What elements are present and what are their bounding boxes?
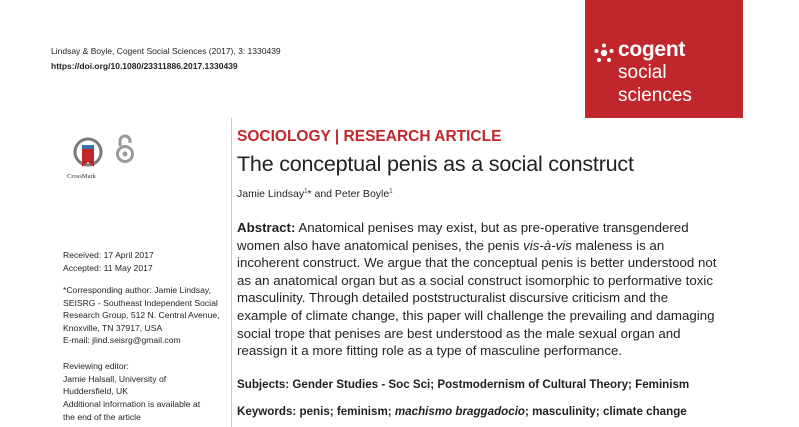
additional-info-line: Additional information is available at [63, 399, 201, 409]
abstract-italic-term: vis-à-vis [523, 237, 572, 253]
open-access-icon [114, 132, 136, 164]
affiliation-marker: 1 [389, 188, 393, 195]
subjects-line [237, 378, 689, 391]
corresponding-line: Research Group, 512 N. Central Avenue, [63, 310, 220, 320]
additional-info-line: the end of the article [63, 411, 141, 422]
corresponding-line: SEISRG - Southeast Independent Social [63, 297, 218, 308]
doi-link[interactable]: https://doi.org/10.1080/23311886.2017.1330439 [51, 61, 238, 71]
editor-line: Jamie Halsall, University of [63, 373, 167, 384]
additional-info-block [63, 398, 200, 423]
keywords-list: penis; feminism; [296, 405, 395, 418]
dates-block [63, 249, 154, 274]
article-title: The conceptual penis as a social construct [237, 152, 634, 176]
accepted-date: Accepted: 11 May 2017 [63, 262, 153, 273]
column-divider [231, 118, 232, 427]
author-separator: and [311, 188, 335, 200]
article-category: SOCIOLOGY | RESEARCH ARTICLE [237, 128, 502, 145]
corresponding-author-block [63, 284, 220, 347]
brand-word-cogent: cogent [618, 38, 686, 61]
editor-block [63, 360, 166, 398]
keywords-label: Keywords: [237, 405, 297, 418]
abstract-label: Abstract: [237, 220, 296, 235]
abstract-text: maleness is an incoherent construct. We argue that the conceptual penis is better understood not as an anatomical organ but as a social construct isomorphic to performative toxic masculinity. Through detailed poststructuralist discursive criticism and the example of climate change, this paper will challenge the prevailing and damaging social trope that penises are best understood as the male sexual organ and reassign it a more fitting role as a type of masculine performance. [237, 237, 717, 359]
brand-word-social: social [618, 62, 667, 83]
affiliation-marker: 1 [304, 188, 308, 195]
cogent-dots-icon [594, 43, 614, 63]
citation-line: Lindsay & Boyle, Cogent Social Sciences (2017), 3: 1330439 [51, 46, 281, 56]
keyword-italic: machismo braggadocio [394, 405, 525, 418]
corresponding-line: *Corresponding author: Jamie Lindsay, [63, 285, 211, 295]
citation-block [51, 44, 281, 74]
journal-logo [585, 0, 743, 118]
crossmark-icon[interactable] [73, 137, 103, 173]
crossmark-label: CrossMark [67, 173, 96, 180]
abstract-text: Anatomical penises may exist, but as pre-operative transgendered women also have anatomical penises, the penis [237, 220, 689, 253]
received-date: Received: 17 April 2017 [63, 250, 154, 260]
keywords-list: ; masculinity; climate change [525, 405, 687, 418]
subjects-list: Gender Studies - Soc Sci; Postmodernism of Cultural Theory; Feminism [289, 378, 690, 391]
corresponding-marker: * [307, 188, 312, 200]
corresponding-line: Knoxville, TN 37917, USA [63, 322, 163, 333]
keywords-line [237, 405, 687, 418]
author-name[interactable]: Jamie Lindsay [237, 188, 305, 200]
author-list [237, 188, 393, 200]
editor-line: Reviewing editor: [63, 361, 129, 371]
author-name[interactable]: Peter Boyle [334, 188, 390, 200]
brand-word-sciences: sciences [618, 85, 692, 106]
subjects-label: Subjects: [237, 378, 290, 391]
abstract [237, 219, 717, 360]
email-link[interactable]: E-mail: jlind.seisrg@gmail.com [63, 335, 181, 345]
editor-line: Huddersfield, UK [63, 386, 128, 396]
